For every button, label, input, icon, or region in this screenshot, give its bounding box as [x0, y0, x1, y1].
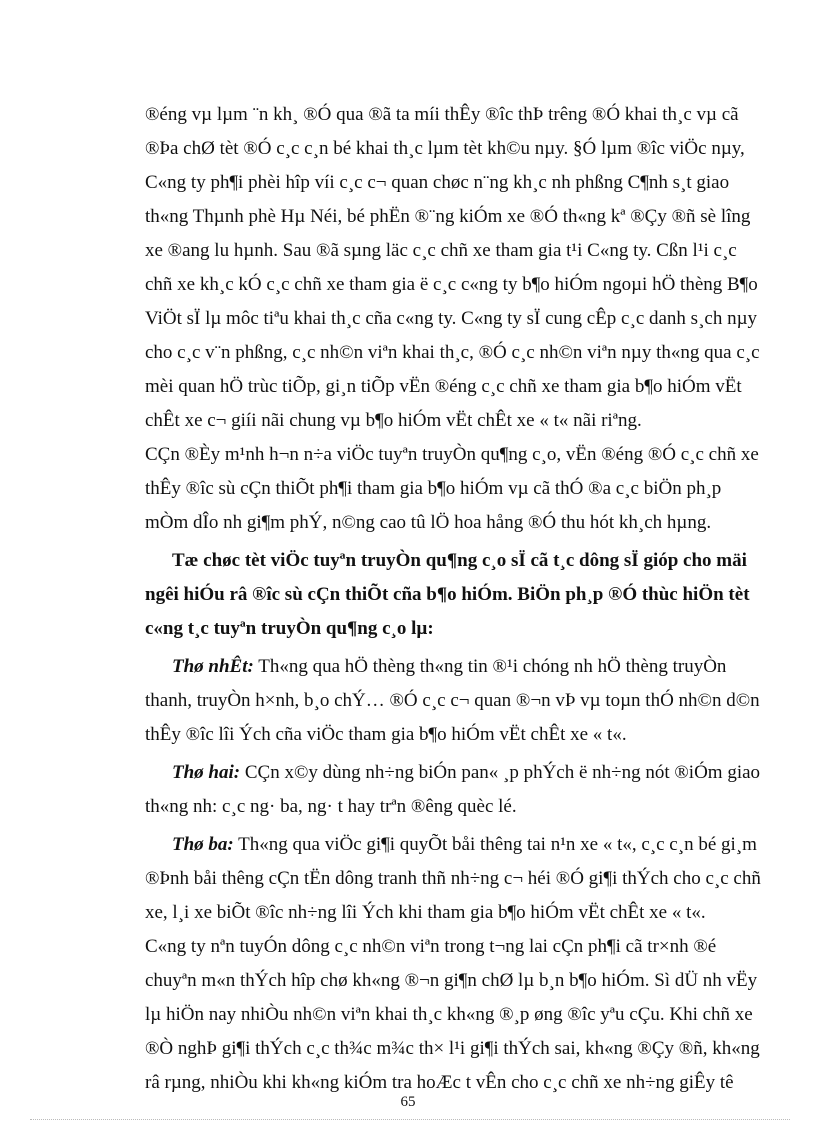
body-line: lµ hiÖn nay nhiÒu nh©n viªn khai th¸c kh«ng ®¸p øng ®îc yªu cÇu. Khi chñ xe	[145, 1004, 753, 1025]
body-line: C«ng ty nªn tuyÓn dông c¸c nh©n viªn trong t¬ng lai cÇn ph¶i cã tr×nh ®é	[145, 936, 717, 957]
body-line: ®éng vµ lµm ¨n kh¸ ®Ó qua ®ã ta míi thÊy ®îc thÞ trêng ®Ó khai th¸c vµ cã	[145, 104, 739, 125]
item-label: Thø nhÊt:	[172, 656, 254, 677]
item-third-line	[172, 833, 757, 857]
body-line: ®Þnh båi thêng cÇn tËn dông tranh thñ nh÷ng c¬ héi ®Ó gi¶i thÝch cho c¸c chñ	[145, 868, 761, 889]
item-text: Th«ng qua hÖ thèng th«ng tin ®¹i chóng nh hÖ thèng truyÒn	[253, 656, 727, 677]
body-line: CÇn ®Èy m¹nh h¬n n÷a viÖc tuyªn truyÒn qu¶ng c¸o, vËn ®éng ®Ó c¸c chñ xe	[145, 444, 759, 465]
body-line: mÒm dÎo nh gi¶m phÝ, n©ng cao tû lÖ hoa hång ®Ó thu hót kh¸ch hµng.	[145, 512, 712, 533]
body-line: cho c¸c v¨n phßng, c¸c nh©n viªn khai th¸c, ®Ó c¸c nh©n viªn nµy th«ng qua c¸c	[145, 342, 760, 363]
item-second-line	[172, 761, 760, 785]
bold-paragraph-line: c«ng t¸c tuyªn truyÒn qu¶ng c¸o lµ:	[145, 618, 434, 639]
body-line: th«ng Thµnh phè Hµ Néi, bé phËn ®¨ng kiÓm xe ®Ó th«ng kª ®Çy ®ñ sè lîng	[145, 206, 751, 227]
body-line: râ rµng, nhiÒu khi kh«ng kiÓm tra hoÆc t vÊn cho c¸c chñ xe nh÷ng giÊy tê	[145, 1072, 734, 1093]
body-line: chÊt xe c¬ giíi nãi chung vµ b¶o hiÓm vËt chÊt xe « t« nãi riªng.	[145, 410, 642, 431]
body-line: chuyªn m«n thÝch hîp chø kh«ng ®¬n gi¶n chØ lµ b¸n b¶o hiÓm. Sì dÜ nh vËy	[145, 970, 758, 991]
page-number: 65	[400, 1094, 416, 1110]
item-label: Thø hai:	[172, 762, 241, 783]
footer-divider	[30, 1119, 790, 1120]
body-line: thanh, truyÒn h×nh, b¸o chÝ… ®Ó c¸c c¬ quan ®¬n vÞ vµ toµn thÓ nh©n d©n	[145, 690, 760, 711]
item-label: Thø ba:	[172, 834, 234, 855]
body-line: ®Ò nghÞ gi¶i thÝch c¸c th¾c m¾c th× l¹i gi¶i thÝch sai, kh«ng ®Çy ®ñ, kh«ng	[145, 1038, 760, 1059]
body-line: xe, l¸i xe biÕt ®îc nh÷ng lîi Ých khi tham gia b¶o hiÓm vËt chÊt xe « t«.	[145, 902, 706, 923]
body-line: ViÖt sÏ lµ môc tiªu khai th¸c cña c«ng ty. C«ng ty sÏ cung cÊp c¸c danh s¸ch nµy	[145, 308, 758, 329]
bold-paragraph-line: Tæ chøc tèt viÖc tuyªn truyÒn qu¶ng c¸o sÏ cã t¸c dông sÏ gióp cho mäi	[172, 550, 747, 571]
body-line: thÊy ®îc sù cÇn thiÕt ph¶i tham gia b¶o hiÓm vµ cã thÓ ®a c¸c biÖn ph¸p	[145, 478, 722, 499]
body-line: xe ®ang lu hµnh. Sau ®ã sµng läc c¸c chñ xe tham gia t¹i C«ng ty. Cßn l¹i c¸c	[145, 240, 737, 261]
item-text: Th«ng qua viÖc gi¶i quyÕt båi thêng tai n¹n xe « t«, c¸c c¸n bé gi¸m	[233, 834, 757, 855]
body-line: chñ xe kh¸c kÓ c¸c chñ xe tham gia ë c¸c c«ng ty b¶o hiÓm ngoµi hÖ thèng B¶o	[145, 274, 758, 295]
body-line: ®Þa chØ tèt ®Ó c¸c c¸n bé khai th¸c lµm tèt kh©u nµy. §Ó lµm ®îc viÖc nµy,	[145, 138, 745, 159]
bold-paragraph-line: ngêi hiÓu râ ®îc sù cÇn thiÕt cña b¶o hiÓm. BiÖn ph¸p ®Ó thùc hiÖn tèt	[145, 584, 750, 605]
body-line: thÊy ®îc lîi Ých cña viÖc tham gia b¶o hiÓm vËt chÊt xe « t«.	[145, 724, 627, 745]
body-line: mèi quan hÖ trùc tiÕp, gi¸n tiÕp vËn ®éng c¸c chñ xe tham gia b¶o hiÓm vËt	[145, 376, 742, 397]
body-line: C«ng ty ph¶i phèi hîp víi c¸c c¬ quan chøc n¨ng kh¸c nh phßng C¶nh s¸t giao	[145, 172, 730, 193]
item-first-line	[172, 655, 726, 679]
body-line: th«ng nh: c¸c ng· ba, ng· t hay trªn ®êng quèc lé.	[145, 796, 517, 817]
item-text: CÇn x©y dùng nh÷ng biÓn pan« ¸p phÝch ë nh÷ng nót ®iÓm giao	[240, 762, 761, 783]
